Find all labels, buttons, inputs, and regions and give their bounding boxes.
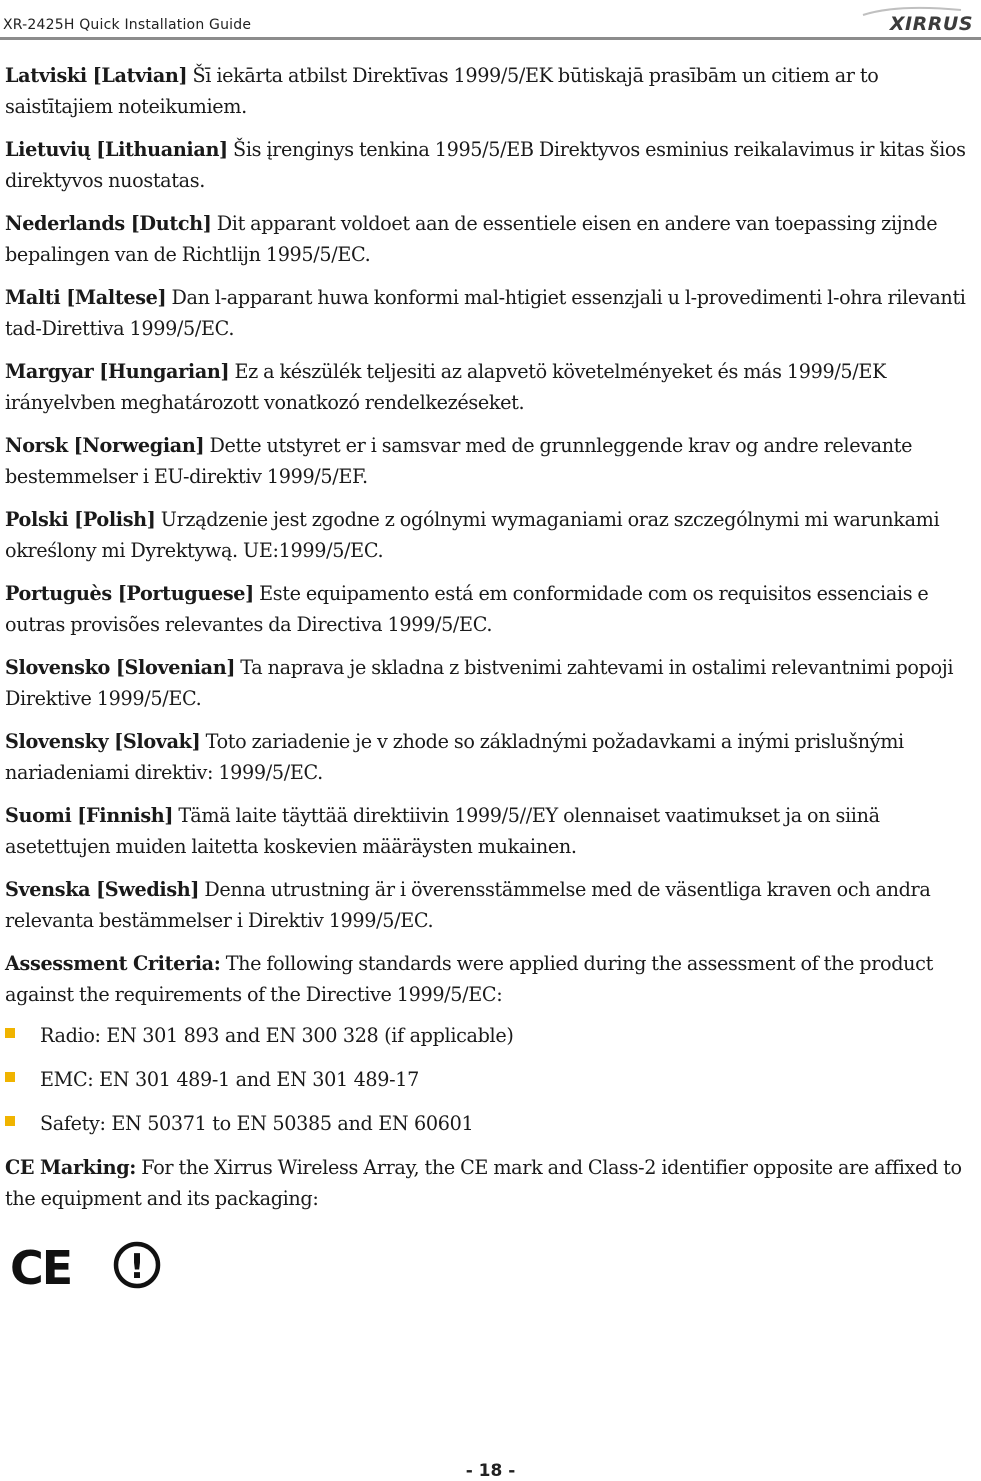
square-bullet-icon (5, 1116, 15, 1126)
ce-marking-text: For the Xirrus Wireless Array, the CE mark and Class-2 identifier opposite are affixed to the equipment and its packaging: (5, 1156, 962, 1210)
assessment-text: The following standards were applied during the assessment of the product against the requirements of the Directive 1999/5/EC: (5, 952, 933, 1006)
list-item (5, 1064, 973, 1095)
language-label: Svenska [Swedish] (5, 878, 200, 901)
language-label: Portuguès [Portuguese] (5, 582, 254, 605)
language-label: Slovensky [Slovak] (5, 730, 201, 753)
declaration-text: Šī iekārta atbilst Direktīvas 1999/5/EK būtiskajā prasībām un citiem ar to saistītajiem noteikumiem. (5, 64, 879, 118)
square-bullet-icon (5, 1072, 15, 1082)
language-label: Malti [Maltese] (5, 286, 167, 309)
class2-alert-icon (116, 1244, 158, 1287)
declaration-text: Tämä laite täyttää direktiivin 1999/5//EY olennaiset vaatimukset ja on siinä asetettujen muiden laitetta koskevien määräysten mukainen. (5, 804, 880, 858)
declaration-text: Este equipamento está em conformidade com os requisitos essenciais e outras provisões relevantes da Directiva 1999/5/EC. (5, 582, 929, 636)
declaration-text: Toto zariadenie je v zhode so základnými požadavkami a inými prislušnými nariadeniami direktiv: 1999/5/EC. (5, 730, 904, 784)
language-label: Lietuvių [Lithuanian] (5, 138, 228, 161)
declaration-text: Dit apparant voldoet aan de essentiele eisen en andere van toepassing zijnde bepalingen van de Richtlijn 1995/5/EC. (5, 212, 938, 266)
declaration-text: Denna utrustning är i överensstämmelse med de väsentliga kraven och andra relevanta bestämmelser i Direktiv 1999/5/EC. (5, 878, 931, 932)
xirrus-logo (857, 6, 977, 34)
ce-marking-label: CE Marking: (5, 1156, 137, 1179)
assessment-criteria (5, 948, 973, 1010)
header-divider (0, 37, 981, 40)
language-label: Nederlands [Dutch] (5, 212, 212, 235)
declaration-lithuanian (5, 134, 973, 196)
declaration-slovenian (5, 652, 973, 714)
declaration-dutch (5, 208, 973, 270)
conformity-marks (10, 1235, 170, 1295)
language-label: Polski [Polish] (5, 508, 156, 531)
page-content (5, 60, 973, 1226)
list-item (5, 1108, 973, 1139)
document-title: XR-2425H Quick Installation Guide (3, 17, 252, 33)
declaration-finnish (5, 800, 973, 862)
declaration-swedish (5, 874, 973, 936)
logo-text: XIRRUS (889, 13, 973, 34)
declaration-text: Ez a készülék teljesiti az alapvetö követelményeket és más 1999/5/EK irányelvben meghatározott vonatkozó rendelkezéseket. (5, 360, 887, 414)
declaration-slovak (5, 726, 973, 788)
standard-text: EMC: EN 301 489-1 and EN 301 489-17 (40, 1068, 419, 1091)
declaration-text: Dette utstyret er i samsvar med de grunnleggende krav og andre relevante bestemmelser i EU-direktiv 1999/5/EF. (5, 434, 913, 488)
language-label: Suomi [Finnish] (5, 804, 174, 827)
declaration-latvian (5, 60, 973, 122)
language-label: Margyar [Hungarian] (5, 360, 230, 383)
list-item (5, 1020, 973, 1051)
declaration-hungarian (5, 356, 973, 418)
page-number: - 18 - (465, 1461, 516, 1481)
declaration-text: Urządzenie jest zgodne z ogólnymi wymaganiami oraz szczególnymi mi warunkami określony mi Dyrektywą. UE:1999/5/EC. (5, 508, 940, 562)
standards-list (5, 1020, 973, 1139)
declaration-norwegian (5, 430, 973, 492)
standard-text: Safety: EN 50371 to EN 50385 and EN 60601 (40, 1112, 474, 1135)
language-declarations (5, 60, 973, 936)
ce-mark-icon (10, 1241, 71, 1295)
declaration-portuguese (5, 578, 973, 640)
svg-text:CE: CE (10, 1241, 72, 1295)
ce-marking (5, 1152, 973, 1214)
assessment-label: Assessment Criteria: (5, 952, 221, 975)
declaration-text: Dan l-apparant huwa konformi mal-htigiet essenzjali u l-provedimenti l-ohra rilevanti tad-Direttiva 1999/5/EC. (5, 286, 966, 340)
standard-text: Radio: EN 301 893 and EN 300 328 (if applicable) (40, 1024, 514, 1047)
language-label: Latviski [Latvian] (5, 64, 188, 87)
svg-text:!: ! (129, 1247, 145, 1287)
declaration-text: Šis įrenginys tenkina 1995/5/EB Direktyvos esminius reikalavimus ir kitas šios direktyvos nuostatas. (5, 138, 966, 192)
declaration-text: Ta naprava je skladna z bistvenimi zahtevami in ostalimi relevantnimi popoji Direktive 1999/5/EC. (5, 656, 954, 710)
square-bullet-icon (5, 1028, 15, 1038)
declaration-maltese (5, 282, 973, 344)
language-label: Slovensko [Slovenian] (5, 656, 236, 679)
declaration-polish (5, 504, 973, 566)
page-header (0, 0, 981, 40)
language-label: Norsk [Norwegian] (5, 434, 205, 457)
